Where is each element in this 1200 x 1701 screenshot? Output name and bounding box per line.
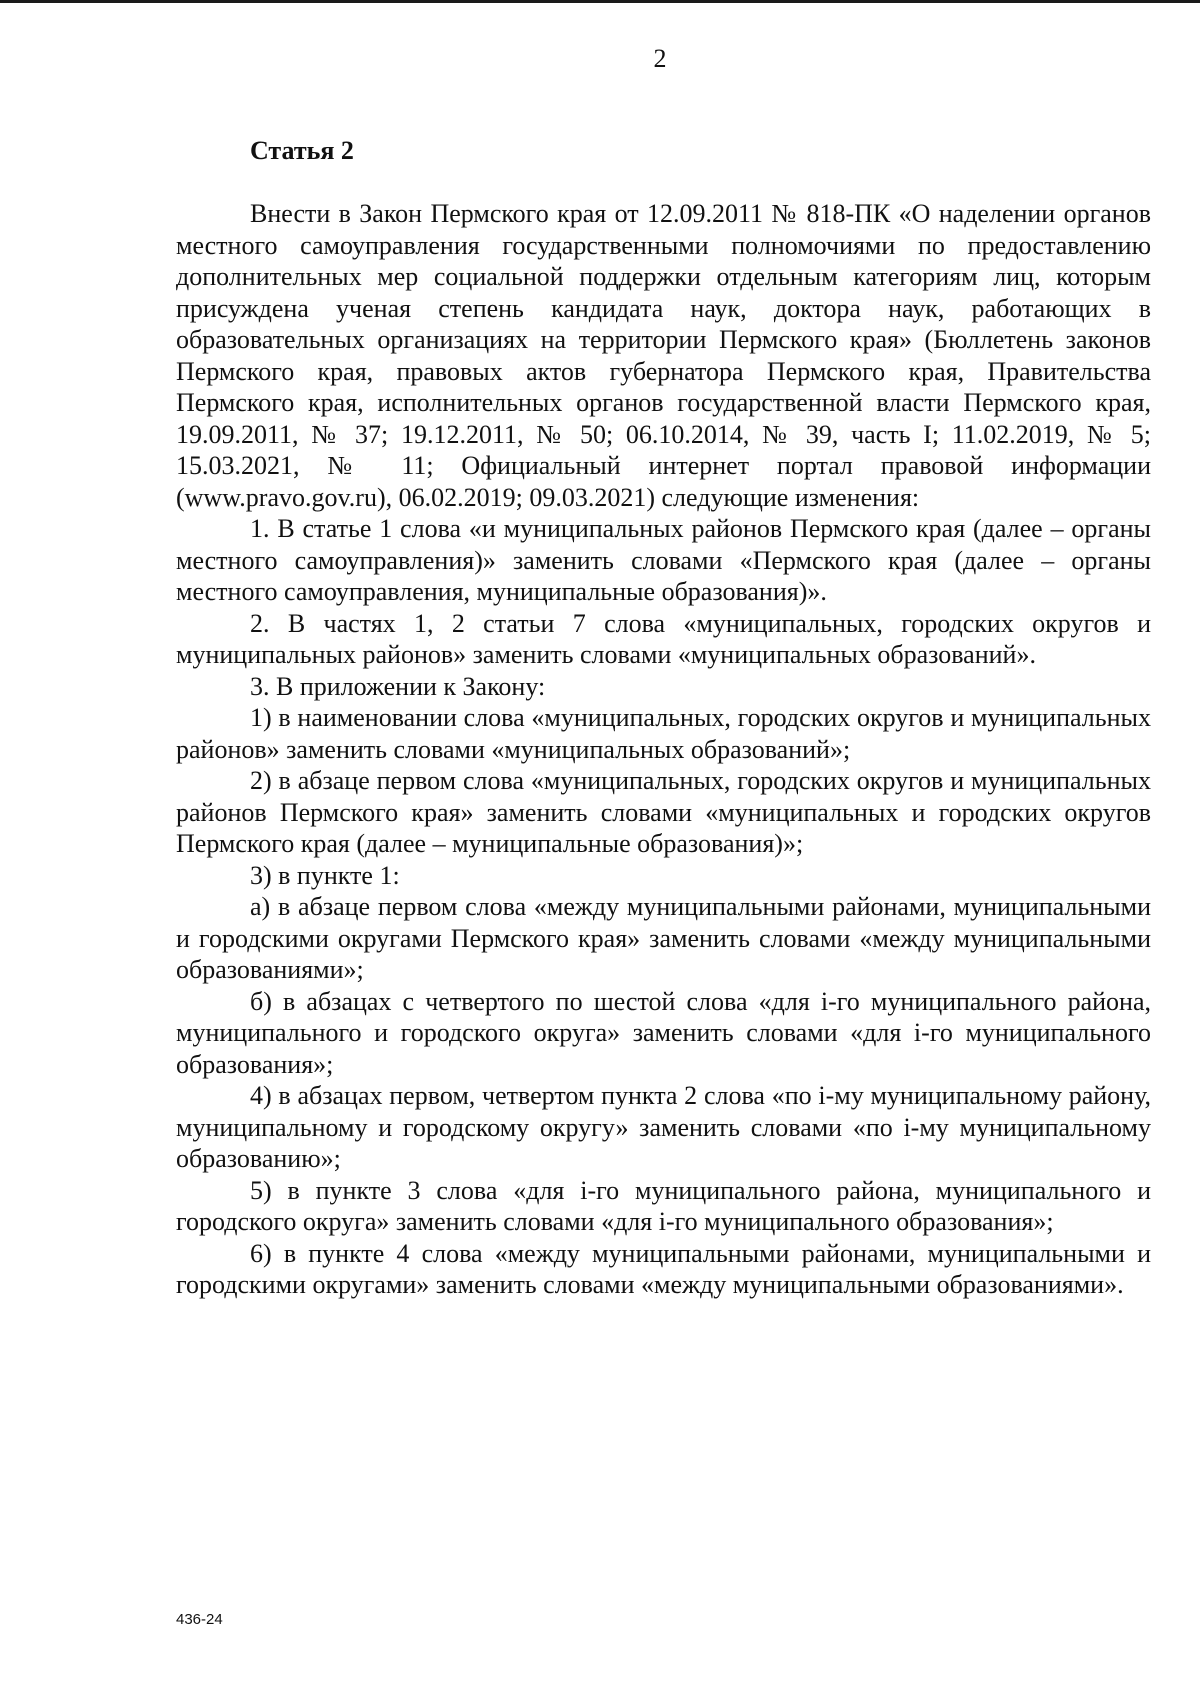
paragraph-subitem-5: 5) в пункте 3 слова «для i-го муниципального района, муниципального и городского округа» заменить словами «для i-го муниципального образования»; xyxy=(176,1175,1151,1236)
paragraph-subitem-3: 3) в пункте 1: xyxy=(250,860,400,890)
paragraph-subitem-3b: б) в абзацах с четвертого по шестой слова «для i-го муниципального района, муниципального и городского округа» заменить словами «для i-го муниципального образования»; xyxy=(176,986,1151,1079)
paragraph-item-1: 1. В статье 1 слова «и муниципальных районов Пермского края (далее – органы местного самоуправления)» заменить словами «Пермского края (далее – органы местного самоуправления, муниципальные образования)». xyxy=(176,514,1151,606)
paragraph-item-2: 2. В частях 1, 2 статьи 7 слова «муниципальных, городских округов и муниципальных районов» заменить словами «муниципальных образований». xyxy=(176,608,1151,669)
document-code: 436-24 xyxy=(176,1611,223,1628)
page-number: 2 xyxy=(653,44,667,73)
article-heading: Статья 2 xyxy=(250,136,354,165)
paragraph-subitem-1: 1) в наименовании слова «муниципальных, городских округов и муниципальных районов» заменить словами «муниципальных образований»; xyxy=(176,703,1151,764)
paragraph-intro: Внести в Закон Пермского края от 12.09.2011 № 818-ПК «О наделении органов местного самоуправления государственными полномочиями по предоставлению дополнительных мер социальной поддержки отдельным категориям лиц, которым присуждена ученая степень кандидата наук, доктора наук, работающих в образовательных организациях на территории Пермского края» (Бюллетень законов Пермского края, правовых актов губернатора Пермского края, Правительства Пермского края, исполнительных органов государственной власти Пермского края, 19.09.2011, № 37; 19.12.2011, № 50; 06.10.2014, № 39, часть I; 11.02.2019, № 5; 15.03.2021, № 11; Официальный интернет портал правовой информации (www.pravo.gov.ru), 06.02.2019; 09.03.2021) следующие изменения: xyxy=(176,199,1151,512)
paragraph-subitem-4: 4) в абзацах первом, четвертом пункта 2 слова «по i-му муниципальному району, муниципальному и городскому округу» заменить словами «по i-му муниципальному образованию»; xyxy=(176,1081,1151,1173)
paragraph-subitem-3a: а) в абзаце первом слова «между муниципальными районами, муниципальными и городскими округами Пермского края» заменить словами «между муниципальными образованиями»; xyxy=(176,892,1151,984)
paragraph-subitem-2: 2) в абзаце первом слова «муниципальных, городских округов и муниципальных районов Пермского края» заменить словами «муниципальных и городских округов Пермского края (далее – муниципальные образования)»; xyxy=(176,766,1151,858)
scan-top-edge xyxy=(0,0,1200,3)
paragraph-item-3: 3. В приложении к Закону: xyxy=(250,671,546,701)
paragraph-subitem-6: 6) в пункте 4 слова «между муниципальными районами, муниципальными и городскими округами» заменить словами «между муниципальными образованиями». xyxy=(176,1238,1151,1299)
article-body xyxy=(176,198,1151,1301)
